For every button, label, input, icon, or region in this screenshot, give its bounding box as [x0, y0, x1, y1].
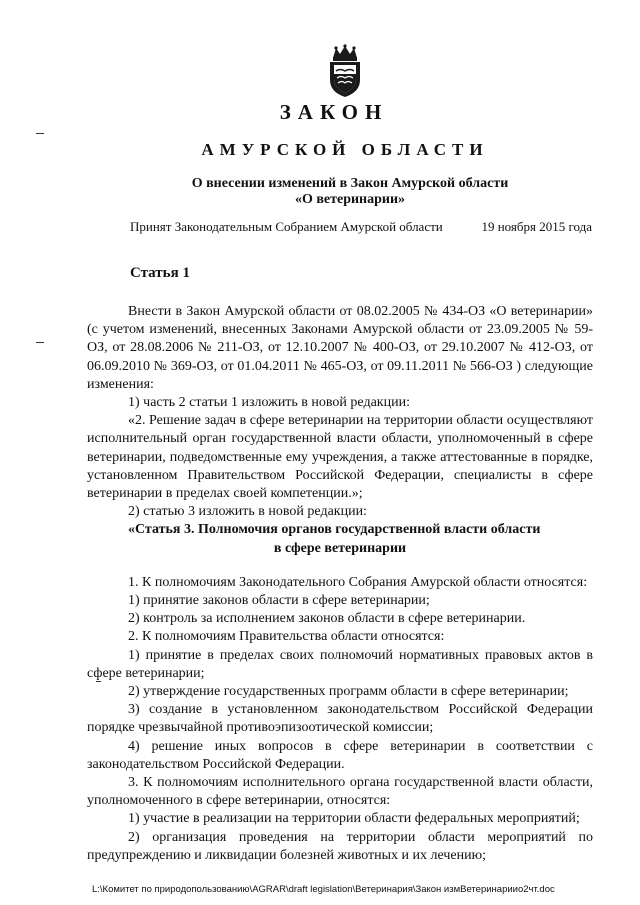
article-body — [87, 303, 593, 865]
paragraph: 2) статью 3 изложить в новой редакции: — [128, 504, 367, 520]
paragraph: 1) часть 2 статьи 1 изложить в новой редакции: — [128, 395, 410, 411]
subject-line-1: О внесении изменений в Закон Амурской области — [191, 176, 509, 191]
paragraph: 1. К полномочиям Законодательного Собрания Амурской области относятся: — [128, 574, 588, 590]
list-item: 2) организация проведения на территории области мероприятий по предупреждению и ликвидации болезней животных и их лечению; — [87, 829, 593, 863]
adopted-date: 19 ноября 2015 года — [481, 219, 592, 234]
list-item: 1) участие в реализации на территории области федеральных мероприятий; — [128, 811, 580, 827]
list-item: 3) создание в установленном законодательством Российской Федерации порядке чрезвычайной противоэпизоотической комиссии; — [87, 702, 593, 736]
article-heading: Статья 1 — [130, 265, 190, 281]
list-item: 1) принятие в пределах своих полномочий нормативных правовых актов в сфере ветеринарии; — [87, 647, 593, 681]
paragraph: «2. Решение задач в сфере ветеринарии на территории области осуществляют исполнительный орган государственной власти области, уполномоченный в сфере ветеринарии, подведомственные ему учреждения, а также аттестованные в порядке, установленном Правительством Российской Федерации, специалисты в сфере ветеринарии в пределах своей компетенции.»; — [87, 413, 593, 502]
list-item: 1) принятие законов области в сфере ветеринарии; — [128, 593, 430, 609]
list-item: 4) решение иных вопросов в сфере ветеринарии в соответствии с законодательством Российской Федерации. — [87, 738, 593, 772]
spacer — [87, 558, 593, 574]
law-subject — [140, 176, 560, 208]
file-path-footer: L:\Комитет по природопользованию\AGRAR\draft legislation\Ветеринария\Закон измВетеринариио2чт.doc — [92, 884, 555, 895]
paragraph: 3. К полномочиям исполнительного органа государственной власти области, уполномоченного в сфере ветеринарии, относятся: — [87, 775, 593, 809]
paragraph: 2. К полномочиям Правительства области относятся: — [128, 629, 445, 645]
scan-margin-mark — [96, 681, 101, 682]
scan-margin-mark — [36, 133, 44, 134]
subject-line-2: «О ветеринарии» — [294, 192, 406, 207]
scan-margin-mark — [36, 342, 44, 343]
article-3-heading-cont: в сфере ветеринарии — [273, 540, 407, 556]
region-title: АМУРСКОЙ ОБЛАСТИ — [201, 140, 489, 159]
law-title: ЗАКОН — [279, 100, 389, 124]
adopted-by: Принят Законодательным Собранием Амурской области — [130, 219, 443, 234]
article-3-heading: «Статья 3. Полномочия органов государственной власти области — [128, 522, 541, 538]
coat-of-arms-emblem — [324, 44, 366, 98]
list-item: 2) контроль за исполнением законов области в сфере ветеринарии. — [128, 611, 526, 627]
list-item: 2) утверждение государственных программ области в сфере ветеринарии; — [128, 684, 569, 700]
paragraph-intro: Внести в Закон Амурской области от 08.02.2005 № 434-ОЗ «О ветеринарии» (с учетом изменений, внесенных Законами Амурской области от 23.09.2005 № 59-ОЗ, от 28.08.2006 № 211-ОЗ, от 12.10.2007 № 400-ОЗ, от 29.10.2007 № 412-ОЗ, от 06.09.2010 № 369-ОЗ, от 01.04.2011 № 465-ОЗ, от 09.11.2011 № 566-ОЗ ) следующие изменения: — [87, 304, 593, 392]
adoption-line — [130, 219, 592, 235]
